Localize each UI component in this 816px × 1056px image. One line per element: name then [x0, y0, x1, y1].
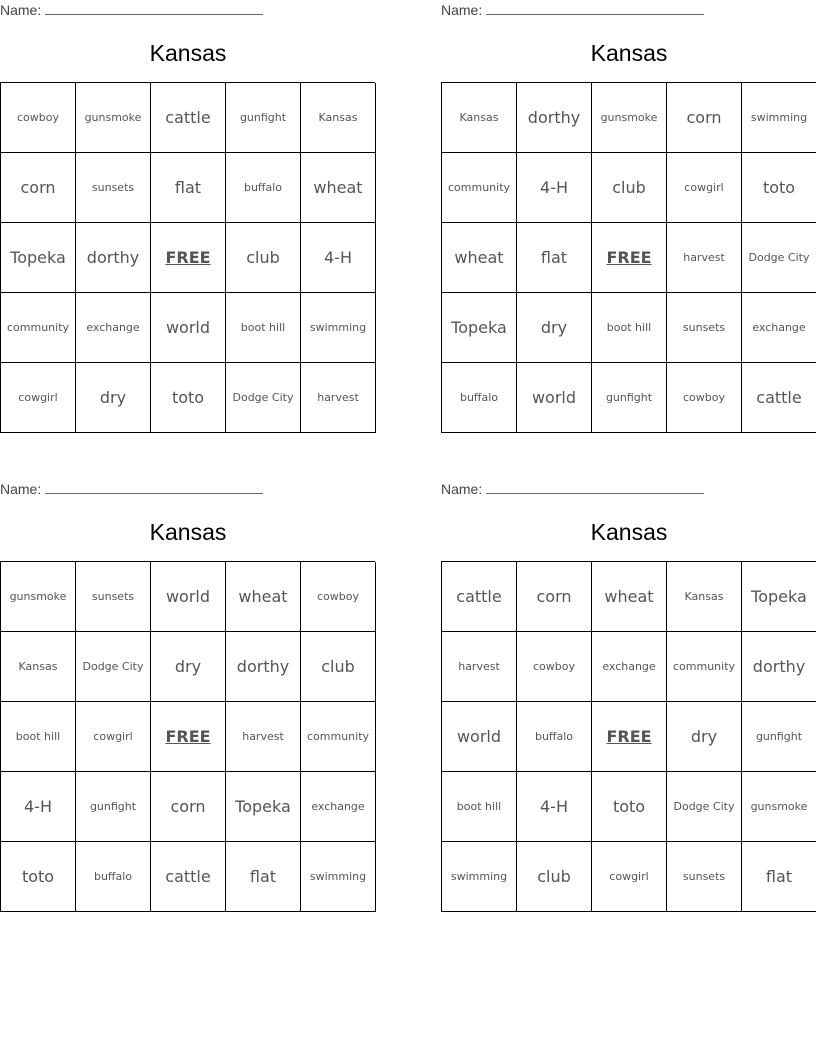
bingo-cell: cowgirl: [667, 153, 742, 223]
bingo-cell: dorthy: [226, 632, 301, 702]
bingo-cell: dorthy: [76, 223, 151, 293]
free-space: FREE: [592, 702, 667, 772]
bingo-cell: buffalo: [442, 363, 517, 433]
name-field: [441, 481, 704, 497]
card-title: Kansas: [590, 40, 668, 66]
bingo-cell: world: [151, 293, 226, 363]
bingo-cell: swimming: [742, 83, 816, 153]
bingo-cell: exchange: [592, 632, 667, 702]
bingo-cell: dry: [667, 702, 742, 772]
bingo-cell: Kansas: [667, 562, 742, 632]
bingo-cell: community: [301, 702, 376, 772]
bingo-cell: dorthy: [742, 632, 816, 702]
name-label: Name:: [0, 481, 42, 497]
bingo-grid: [441, 82, 816, 433]
bingo-cell: world: [151, 562, 226, 632]
bingo-cell: club: [226, 223, 301, 293]
bingo-cell: buffalo: [76, 842, 151, 912]
bingo-cell: Kansas: [442, 83, 517, 153]
card-title: Kansas: [149, 40, 227, 66]
bingo-cell: 4-H: [301, 223, 376, 293]
bingo-cell: harvest: [667, 223, 742, 293]
free-space: FREE: [592, 223, 667, 293]
bingo-cell: Dodge City: [76, 632, 151, 702]
bingo-cell: Topeka: [226, 772, 301, 842]
bingo-cell: Topeka: [742, 562, 816, 632]
bingo-cell: toto: [1, 842, 76, 912]
bingo-cell: cowboy: [301, 562, 376, 632]
bingo-cell: buffalo: [226, 153, 301, 223]
bingo-cell: club: [301, 632, 376, 702]
bingo-cell: Kansas: [1, 632, 76, 702]
bingo-cell: world: [517, 363, 592, 433]
bingo-cell: cattle: [151, 83, 226, 153]
name-blank-line: [486, 481, 704, 494]
bingo-cell: wheat: [592, 562, 667, 632]
bingo-cell: corn: [667, 83, 742, 153]
bingo-cell: gunfight: [226, 83, 301, 153]
bingo-cell: club: [592, 153, 667, 223]
bingo-cell: Dodge City: [226, 363, 301, 433]
bingo-card-1: [0, 0, 376, 440]
bingo-cell: sunsets: [76, 153, 151, 223]
bingo-cell: harvest: [301, 363, 376, 433]
bingo-grid: [441, 561, 816, 912]
bingo-grid: [0, 82, 375, 433]
bingo-cell: flat: [517, 223, 592, 293]
bingo-cell: cowboy: [667, 363, 742, 433]
bingo-cell: gunsmoke: [1, 562, 76, 632]
bingo-cell: cowgirl: [76, 702, 151, 772]
name-label: Name:: [441, 2, 483, 18]
bingo-cell: dry: [517, 293, 592, 363]
bingo-cell: sunsets: [76, 562, 151, 632]
bingo-cell: Dodge City: [667, 772, 742, 842]
name-label: Name:: [441, 481, 483, 497]
bingo-cell: exchange: [301, 772, 376, 842]
bingo-cell: community: [1, 293, 76, 363]
bingo-cell: boot hill: [592, 293, 667, 363]
bingo-cell: corn: [517, 562, 592, 632]
bingo-cell: toto: [742, 153, 816, 223]
bingo-cell: dry: [151, 632, 226, 702]
bingo-cell: gunfight: [592, 363, 667, 433]
bingo-cell: cowboy: [517, 632, 592, 702]
bingo-cell: flat: [742, 842, 816, 912]
bingo-cell: boot hill: [226, 293, 301, 363]
bingo-cell: dorthy: [517, 83, 592, 153]
bingo-cell: community: [442, 153, 517, 223]
bingo-cell: exchange: [742, 293, 816, 363]
bingo-card-3: [0, 479, 376, 919]
bingo-cell: corn: [151, 772, 226, 842]
bingo-cell: Kansas: [301, 83, 376, 153]
bingo-cell: harvest: [226, 702, 301, 772]
name-label: Name:: [0, 2, 42, 18]
bingo-cell: wheat: [442, 223, 517, 293]
bingo-cell: 4-H: [517, 153, 592, 223]
bingo-cell: Topeka: [1, 223, 76, 293]
bingo-cell: swimming: [301, 842, 376, 912]
bingo-cell: 4-H: [517, 772, 592, 842]
bingo-cell: cowboy: [1, 83, 76, 153]
bingo-cell: cowgirl: [1, 363, 76, 433]
bingo-cell: gunsmoke: [76, 83, 151, 153]
bingo-cell: wheat: [226, 562, 301, 632]
card-title: Kansas: [590, 519, 668, 545]
bingo-cell: world: [442, 702, 517, 772]
bingo-cell: toto: [151, 363, 226, 433]
bingo-cell: club: [517, 842, 592, 912]
bingo-cell: toto: [592, 772, 667, 842]
bingo-cell: flat: [151, 153, 226, 223]
bingo-cell: harvest: [442, 632, 517, 702]
bingo-cell: gunsmoke: [742, 772, 816, 842]
bingo-card-2: [441, 0, 816, 440]
bingo-cell: gunsmoke: [592, 83, 667, 153]
bingo-cell: cattle: [742, 363, 816, 433]
name-field: [0, 2, 263, 18]
name-blank-line: [45, 481, 263, 494]
bingo-grid: [0, 561, 375, 912]
bingo-cell: sunsets: [667, 293, 742, 363]
bingo-cell: gunfight: [76, 772, 151, 842]
name-field: [0, 481, 263, 497]
bingo-cell: cowgirl: [592, 842, 667, 912]
bingo-cell: Topeka: [442, 293, 517, 363]
name-field: [441, 2, 704, 18]
bingo-cell: gunfight: [742, 702, 816, 772]
bingo-cell: boot hill: [442, 772, 517, 842]
bingo-card-4: [441, 479, 816, 919]
card-title: Kansas: [149, 519, 227, 545]
bingo-cell: community: [667, 632, 742, 702]
bingo-cell: wheat: [301, 153, 376, 223]
bingo-cell: exchange: [76, 293, 151, 363]
bingo-cell: sunsets: [667, 842, 742, 912]
bingo-cell: swimming: [442, 842, 517, 912]
bingo-cell: cattle: [151, 842, 226, 912]
free-space: FREE: [151, 702, 226, 772]
bingo-cell: corn: [1, 153, 76, 223]
bingo-cell: buffalo: [517, 702, 592, 772]
bingo-cell: dry: [76, 363, 151, 433]
bingo-cell: flat: [226, 842, 301, 912]
name-blank-line: [45, 2, 263, 15]
name-blank-line: [486, 2, 704, 15]
free-space: FREE: [151, 223, 226, 293]
bingo-cell: 4-H: [1, 772, 76, 842]
bingo-cell: Dodge City: [742, 223, 816, 293]
bingo-cell: boot hill: [1, 702, 76, 772]
bingo-cell: swimming: [301, 293, 376, 363]
bingo-cell: cattle: [442, 562, 517, 632]
